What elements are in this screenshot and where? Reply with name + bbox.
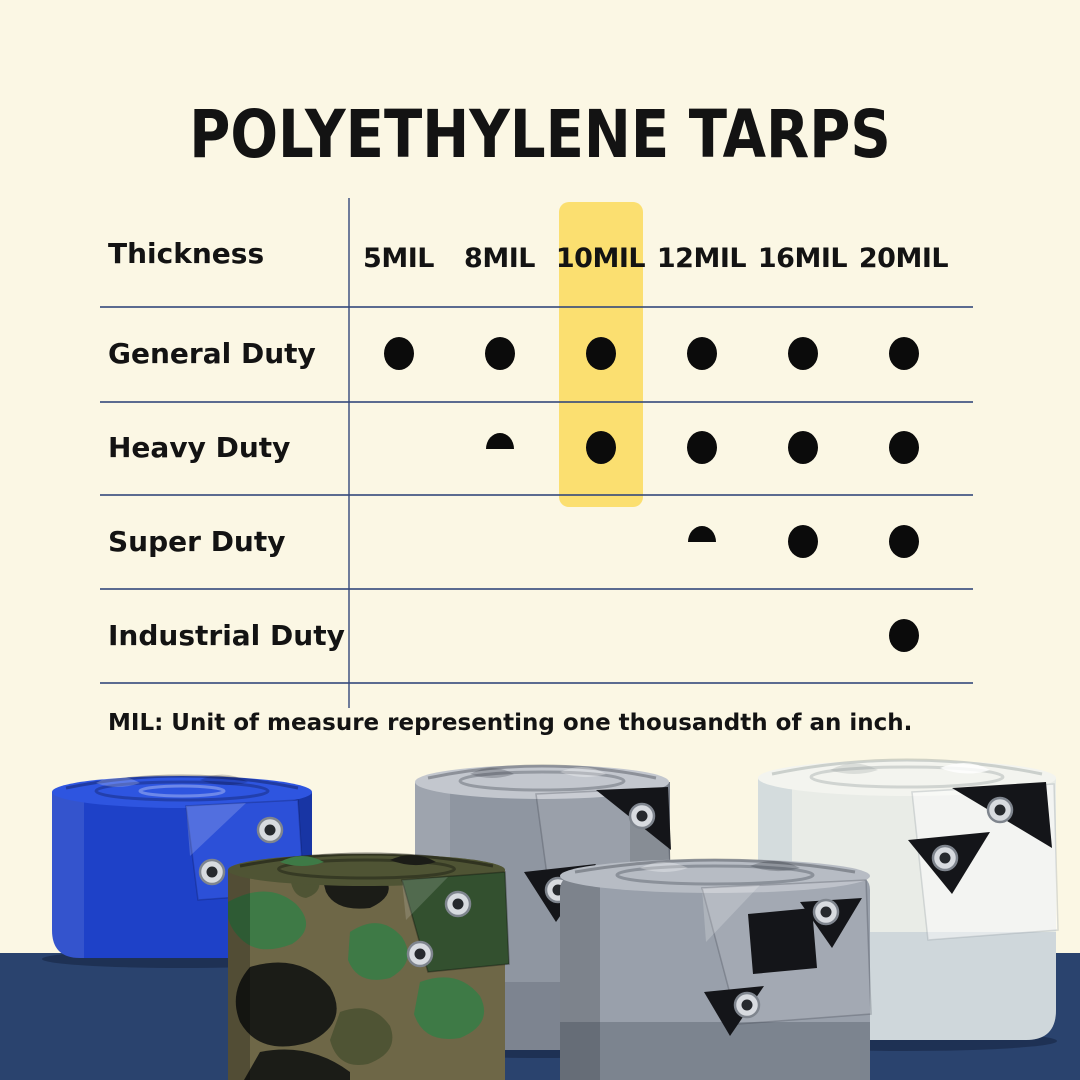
full-dot-marker bbox=[889, 525, 919, 558]
row-label-super-duty: Super Duty bbox=[108, 524, 286, 558]
cell-industrial-duty-16mil bbox=[752, 588, 853, 682]
grommet bbox=[200, 860, 224, 884]
half-dot-marker bbox=[486, 433, 514, 449]
page-title: POLYETHYLENE TARPS bbox=[189, 96, 891, 173]
row-label-industrial-duty: Industrial Duty bbox=[108, 618, 345, 652]
silver-tarp-roll-front bbox=[560, 859, 871, 1080]
cell-super-duty-16mil bbox=[752, 494, 853, 588]
mil-footnote: MIL: Unit of measure representing one thousandth of an inch. bbox=[108, 710, 913, 736]
cell-industrial-duty-10mil bbox=[550, 588, 651, 682]
availability-matrix bbox=[100, 200, 954, 682]
full-dot-marker bbox=[485, 337, 515, 370]
cell-heavy-duty-8mil bbox=[449, 401, 550, 494]
cell-general-duty-5mil bbox=[348, 306, 449, 401]
cell-super-duty-12mil bbox=[651, 494, 752, 588]
grommet bbox=[446, 892, 470, 916]
cell-heavy-duty-12mil bbox=[651, 401, 752, 494]
table-horizontal-line bbox=[100, 682, 973, 684]
row-label-heavy-duty: Heavy Duty bbox=[108, 431, 291, 464]
grommet bbox=[408, 942, 432, 966]
cell-super-duty-5mil bbox=[348, 494, 449, 588]
grommet bbox=[933, 846, 957, 870]
half-dot-marker bbox=[688, 526, 716, 542]
cell-industrial-duty-20mil bbox=[853, 588, 954, 682]
col-header-8mil: 8MIL bbox=[464, 242, 535, 274]
thickness-header: Thickness bbox=[108, 236, 265, 270]
full-dot-marker bbox=[788, 431, 818, 464]
full-dot-marker bbox=[586, 431, 616, 464]
full-dot-marker bbox=[687, 431, 717, 464]
cell-heavy-duty-10mil bbox=[550, 401, 651, 494]
col-header-12mil: 12MIL bbox=[656, 242, 747, 274]
cell-general-duty-20mil bbox=[853, 306, 954, 401]
cell-industrial-duty-5mil bbox=[348, 588, 449, 682]
full-dot-marker bbox=[586, 337, 616, 370]
full-dot-marker bbox=[687, 337, 717, 370]
grommet bbox=[735, 993, 759, 1017]
full-dot-marker bbox=[889, 431, 919, 464]
grommet bbox=[814, 900, 838, 924]
product-photos bbox=[0, 752, 1080, 1080]
grommet bbox=[988, 798, 1012, 822]
cell-super-duty-10mil bbox=[550, 494, 651, 588]
comparison-table bbox=[100, 200, 973, 682]
cell-general-duty-8mil bbox=[449, 306, 550, 401]
cell-heavy-duty-5mil bbox=[348, 401, 449, 494]
cell-industrial-duty-12mil bbox=[651, 588, 752, 682]
cell-industrial-duty-8mil bbox=[449, 588, 550, 682]
cell-general-duty-16mil bbox=[752, 306, 853, 401]
cell-heavy-duty-20mil bbox=[853, 401, 954, 494]
col-header-20mil: 20MIL bbox=[858, 242, 949, 274]
full-dot-marker bbox=[889, 619, 919, 652]
grommet bbox=[630, 804, 654, 828]
full-dot-marker bbox=[788, 525, 818, 558]
corner-patch bbox=[748, 908, 817, 974]
grommet bbox=[258, 818, 282, 842]
col-header-5mil: 5MIL bbox=[363, 242, 434, 274]
camouflage-tarp-roll bbox=[227, 852, 509, 1080]
cell-super-duty-8mil bbox=[449, 494, 550, 588]
cell-general-duty-12mil bbox=[651, 306, 752, 401]
cell-heavy-duty-16mil bbox=[752, 401, 853, 494]
row-label-general-duty: General Duty bbox=[108, 337, 316, 370]
col-header-10mil: 10MIL bbox=[555, 242, 646, 274]
full-dot-marker bbox=[889, 337, 919, 370]
cell-general-duty-10mil bbox=[550, 306, 651, 401]
col-header-16mil: 16MIL bbox=[757, 242, 848, 274]
full-dot-marker bbox=[384, 337, 414, 370]
cell-super-duty-20mil bbox=[853, 494, 954, 588]
full-dot-marker bbox=[788, 337, 818, 370]
